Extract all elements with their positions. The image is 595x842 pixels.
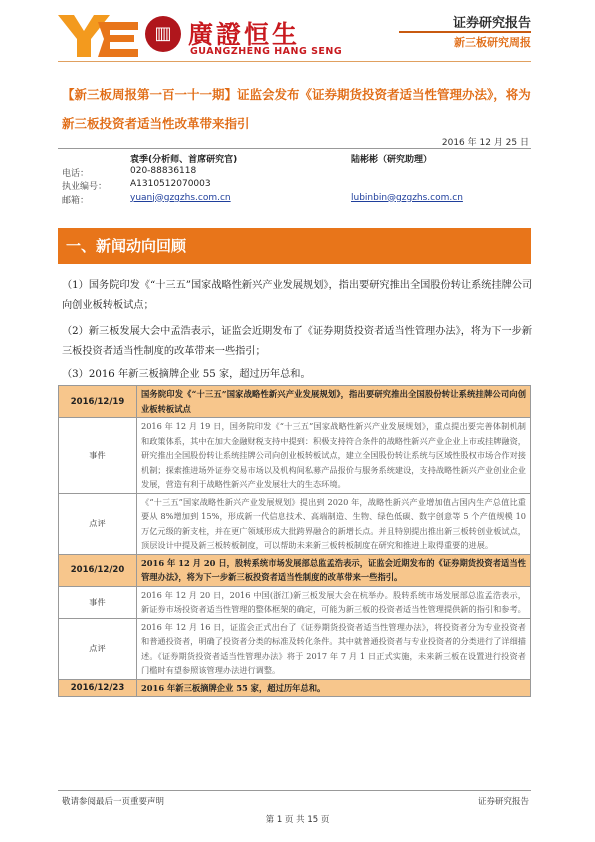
author-names-row [62, 152, 537, 166]
news-date: 2016/12/19 [59, 386, 137, 418]
table-row [59, 418, 531, 494]
row-label-comment: 点评 [59, 618, 137, 679]
table-row [59, 618, 531, 679]
row-label-event: 事件 [59, 586, 137, 618]
footer-disclaimer: 敬请参阅最后一页重要声明 [62, 797, 165, 807]
license-label: 执业编号： [62, 182, 108, 192]
news-summary-3: （3）2016 年新三板摘牌企业 55 家，超过历年总和。 [62, 369, 311, 380]
row-label-event: 事件 [59, 418, 137, 494]
header-divider [399, 31, 531, 33]
report-date: 2016 年 12 月 25 日 [441, 138, 529, 148]
email-label: 邮箱： [62, 195, 90, 206]
news-headline: 2016 年 12 月 20 日，股转系统市场发展部总监孟浩表示，证监会近期发布的《证券期货投资者适当性管理办法》，将为下一步新三板投资者适当性制度的改革带来一些指引。 [137, 554, 531, 586]
assistant-name: 陆彬彬（研究助理） [351, 155, 433, 165]
news-summary-2: （2）新三板发展大会中孟浩表示，证监会近期发布了《证券期货投资者适当性管理办法》，将为下一步新三板投资者适当性制度的改革带来一些指引； [62, 326, 533, 357]
analyst-name: 袁季(分析师、首席研究官) [130, 155, 238, 165]
report-subtype: 新三板研究周报 [454, 36, 531, 49]
phone-row [62, 166, 537, 180]
author-block [62, 152, 537, 206]
news-date: 2016/12/23 [59, 679, 137, 697]
comment-text: 《“十三五”国家战略性新兴产业发展规划》提出到 2020 年，战略性新兴产业增加值占国内生产总值比重要从 8%增加到 15%，形成新一代信息技术、高端制造、生物、绿色低碳、数字创意等 5 个产值规模 10 万亿元级的新支柱，并在更广领域形成大批跨界融合的新增长点。并且特别提出推出新三板转创业板试点，顶层设计中提及新三板转板制度，可以帮助未来新三板转板制度在研究和推进上取得重要的进展。 [137, 493, 531, 554]
footer-divider [58, 790, 531, 791]
license-value: A1310512070003 [130, 179, 211, 189]
news-headline: 2016 年新三板摘牌企业 55 家，超过历年总和。 [137, 679, 531, 697]
table-row [59, 586, 531, 618]
row-label-comment: 点评 [59, 493, 137, 554]
header-rule [58, 61, 531, 62]
date-divider [58, 148, 531, 149]
footer-report-type: 证券研究报告 [477, 797, 529, 807]
news-table [58, 385, 531, 697]
comment-text: 2016 年 12 月 16 日，证监会正式出台了《证券期货投资者适当性管理办法》，将投资者分为专业投资者和普通投资者，明确了投资者分类的标准及转化条件。其中就普通投资者与专业投资者的分类进行了详细描述。《证券期货投资者适当性管理办法》将于 2017 年 7 月 1 日正式实施，未来新三板在设置进行投资者门槛时有望参照该管理办法进行调整。 [137, 618, 531, 679]
event-text: 2016 年 12 月 19 日，国务院印发《“十三五”国家战略性新兴产业发展规划》，重点提出要完善体制机制和政策体系，其中在加大金融财税支持中提到：积极支持符合条件的战略性新兴产业企业上市或挂牌融资，研究推出全国股份转让系统挂牌公司向创业板转板试点，建立全国股份转让系统与区域性股权市场合作对接机制；探索推进场外证券交易市场以及机构间私募产品报价与服务系统建设，支持战略性新兴产业创业企业发展，营造有利于战略性新兴产业发展壮大的生态环境。 [137, 418, 531, 494]
news-headline: 国务院印发《“十三五”国家战略性新兴产业发展规划》，指出要研究推出全国股份转让系统挂牌公司向创业板转板试点 [137, 386, 531, 418]
report-type: 证券研究报告 [452, 16, 531, 31]
phone-value: 020-88836118 [130, 165, 197, 176]
report-header [0, 0, 595, 66]
license-row [62, 179, 537, 193]
news-summary-1: （1）国务院印发《“十三五”国家战略性新兴产业发展规划》，指出要研究推出全国股份转让系统挂牌公司向创业板转板试点； [62, 280, 533, 311]
table-row [59, 554, 531, 586]
logo-text-en: GUANGZHENG HANG SENG [190, 46, 343, 57]
table-row [59, 493, 531, 554]
section-title: 一、新闻动向回顾 [66, 237, 187, 255]
analyst-email-link[interactable]: yuanj@gzgzhs.com.cn [130, 192, 231, 203]
section-heading [58, 228, 531, 264]
page-number: 第 1 页 共 15 页 [265, 815, 330, 825]
company-logo-icon [58, 15, 138, 57]
assistant-email-link[interactable]: lubinbin@gzgzhs.com.cn [351, 192, 463, 203]
logo-text: 廣證恒生 [188, 20, 301, 49]
table-row [59, 386, 531, 418]
email-row [62, 193, 537, 207]
news-date: 2016/12/20 [59, 554, 137, 586]
table-row [59, 679, 531, 697]
report-title: 【新三板周报第一百一十一期】证监会发布《证券期货投资者适当性管理办法》，将为新三板投资者适当性改革带来指引 [62, 87, 531, 131]
event-text: 2016 年 12 月 20 日，2016 中国(浙江)新三板发展大会在杭举办。股转系统市场发展部总监孟浩表示，新证券市场投资者适当性管理的整体框架的确定，可能为新三板的投资者适当性管理提供新的指引和参考。 [137, 586, 531, 618]
bank-emblem-icon: ▥ [145, 16, 181, 52]
phone-label: 电话： [62, 168, 90, 179]
